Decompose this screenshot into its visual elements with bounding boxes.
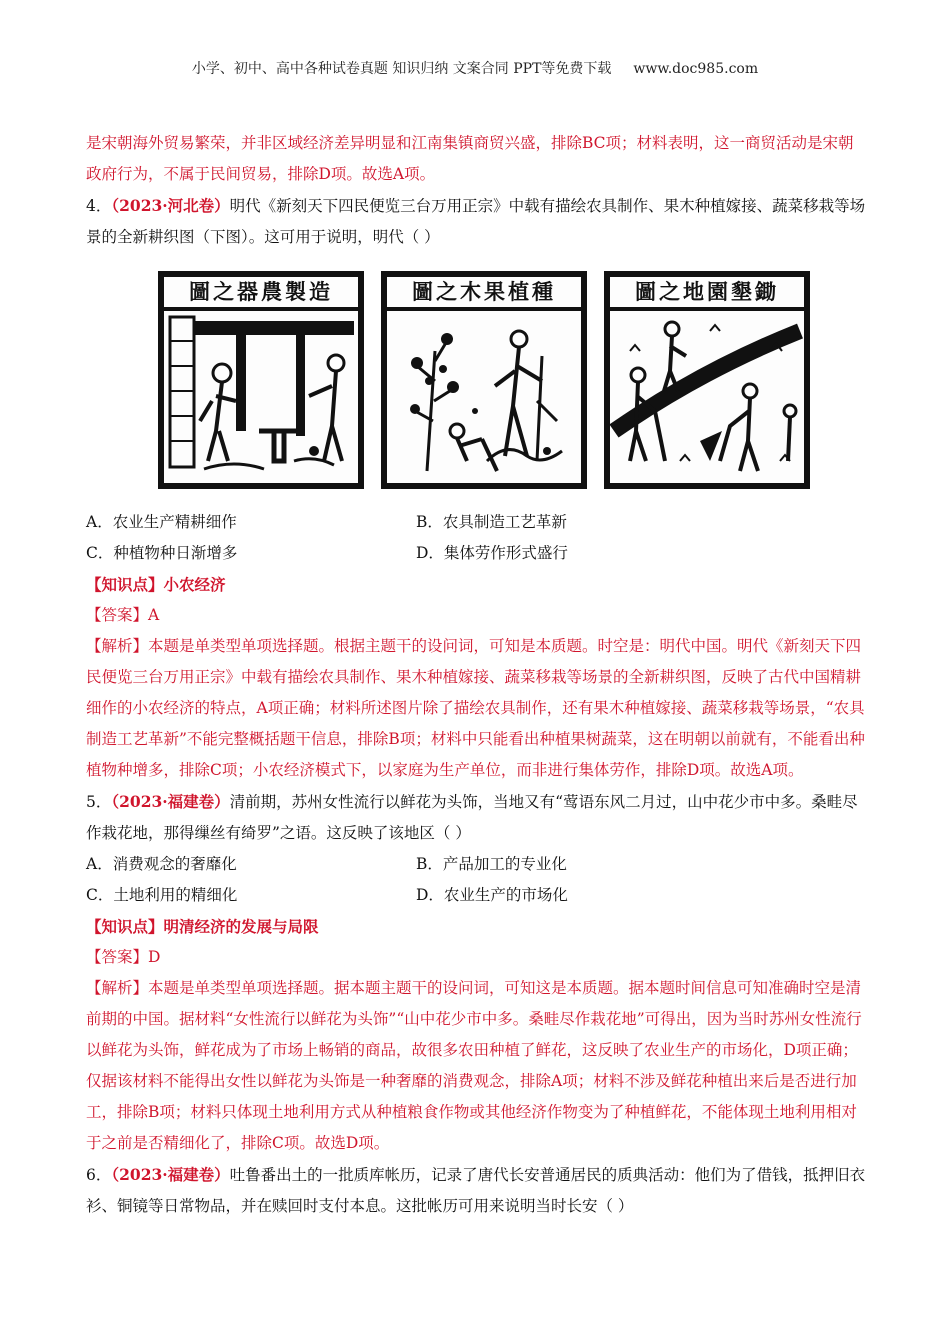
answer-value: A <box>148 606 160 624</box>
q5-option-a: A．消费观念的奢靡化 <box>86 855 237 873</box>
question-4-figure <box>86 267 866 499</box>
q4-option-c: C．种植物种日渐增多 <box>86 544 238 562</box>
header-url[interactable]: www.doc985.com <box>633 61 759 77</box>
answer-value: D <box>148 948 161 966</box>
q4-option-a: A．农业生产精耕细作 <box>86 513 237 531</box>
question-5 <box>86 786 866 849</box>
knowledge-value: 小农经济 <box>163 575 226 594</box>
q5-answer <box>86 942 866 973</box>
knowledge-label: 【知识点】 <box>86 917 164 936</box>
analysis-text: 本题是单类型单项选择题。据本题主题干的设问词，可知这是本质题。据本题时间信息可知准确时空是清前期的中国。据材料“女性流行以鲜花为头饰”“山中花少市中多。桑畦尽作栽花地”可得出，因为当时苏州女性流行以鲜花为头饰，鲜花成为了市场上畅销的商品，故很多农田种植了鲜花，这反映了农业生产的市场化，D项正确；仅据该材料不能得出女性以鲜花为头饰是一种奢靡的消费观念，排除A项；材料不涉及鲜花种植出来后是否进行加工，排除B项；材料只体现土地利用方式从种植粮食作物或其他经济作物变为了种植鲜花，不能体现土地利用相对于之前是否精细化了，排除C项。故选D项。 <box>86 979 862 1152</box>
analysis-label: 【解析】 <box>86 637 149 655</box>
q5-analysis <box>86 973 866 1159</box>
answer-label: 【答案】 <box>86 606 149 624</box>
q4-option-b: B．农具制造工艺革新 <box>416 513 567 531</box>
question-6 <box>86 1159 866 1222</box>
question-5-stem: 清前期，苏州女性流行以鲜花为头饰，当地又有“莺语东风二月过，山中花少市中多。桑畦尽作栽花地，那得缫丝有绮罗”之语。这反映了该地区（ ） <box>86 793 858 842</box>
question-4-stem: 明代《新刻天下四民便览三台万用正宗》中载有描绘农具制作、果木种植嫁接、蔬菜移栽等场景的全新耕织图（下图）。这可用于说明，明代（ ） <box>86 197 866 246</box>
answer-label: 【答案】 <box>86 948 149 966</box>
fruit-tree-planting-picture-icon <box>387 311 581 483</box>
q4-answer <box>86 600 866 631</box>
garden-hoeing-picture-icon <box>610 311 804 483</box>
header-text: 小学、初中、高中各种试卷真题 知识归纳 文案合同 PPT等免费下载 <box>191 61 612 77</box>
panel-2-caption: 圖之木果植種 <box>387 277 581 311</box>
question-5-options <box>86 849 866 911</box>
panel-garden-hoeing <box>604 271 810 489</box>
analysis-text: 本题是单类型单项选择题。根据主题干的设问词，可知是本质题。时空是：明代中国。明代《新刻天下四民便览三台万用正宗》中载有描绘农具制作、果木种植嫁接、蔬菜移栽等场景的全新耕织图，反映了古代中国精耕细作的小农经济的特点，A项正确；材料所述图片除了描绘农具制作，还有果木种植嫁接、蔬菜移栽等场景，“农具制造工艺革新”不能完整概括题干信息，排除B项；材料中只能看出种植果树蔬菜，这在明朝以前就有，不能看出种植物种增多，排除C项；小农经济模式下，以家庭为生产单位，而非进行集体劳作，排除D项。故选A项。 <box>86 637 865 779</box>
question-4 <box>86 190 866 253</box>
question-4-source: （2023·河北卷） <box>111 196 230 215</box>
question-6-number: 6． <box>86 1166 112 1184</box>
question-6-source: （2023·福建卷） <box>111 1165 230 1184</box>
analysis-label: 【解析】 <box>86 979 149 997</box>
q5-option-c: C．土地利用的精细化 <box>86 886 238 904</box>
knowledge-label: 【知识点】 <box>86 575 164 594</box>
intro-analysis: 是宋朝海外贸易繁荣，并非区域经济差异明显和江南集镇商贸兴盛，排除BC项；材料表明，这一商贸活动是宋朝政府行为，不属于民间贸易，排除D项。故选A项。 <box>86 134 854 183</box>
q4-analysis <box>86 631 866 786</box>
q5-option-b: B．产品加工的专业化 <box>416 855 567 873</box>
q5-option-d: D．农业生产的市场化 <box>416 886 568 904</box>
question-5-source: （2023·福建卷） <box>111 792 230 811</box>
question-4-number: 4． <box>86 197 112 215</box>
knowledge-value: 明清经济的发展与局限 <box>163 917 319 936</box>
tool-making-picture-icon <box>164 311 358 483</box>
panel-fruit-tree <box>381 271 587 489</box>
document-body <box>86 128 866 1222</box>
q5-knowledge-point <box>86 911 866 942</box>
question-5-number: 5． <box>86 793 112 811</box>
q4-knowledge-point <box>86 569 866 600</box>
question-6-stem: 吐鲁番出土的一批质库帐历，记录了唐代长安普通居民的质典活动：他们为了借钱，抵押旧衣衫、铜镜等日常物品，并在赎回时支付本息。这批帐历可用来说明当时长安（ ） <box>86 1166 866 1215</box>
page-header <box>0 58 950 78</box>
q4-option-d: D．集体劳作形式盛行 <box>416 544 568 562</box>
panel-3-caption: 圖之地園墾鋤 <box>610 277 804 311</box>
panel-1-caption: 圖之器農製造 <box>164 277 358 311</box>
panel-tool-making <box>158 271 364 489</box>
question-4-options <box>86 507 866 569</box>
